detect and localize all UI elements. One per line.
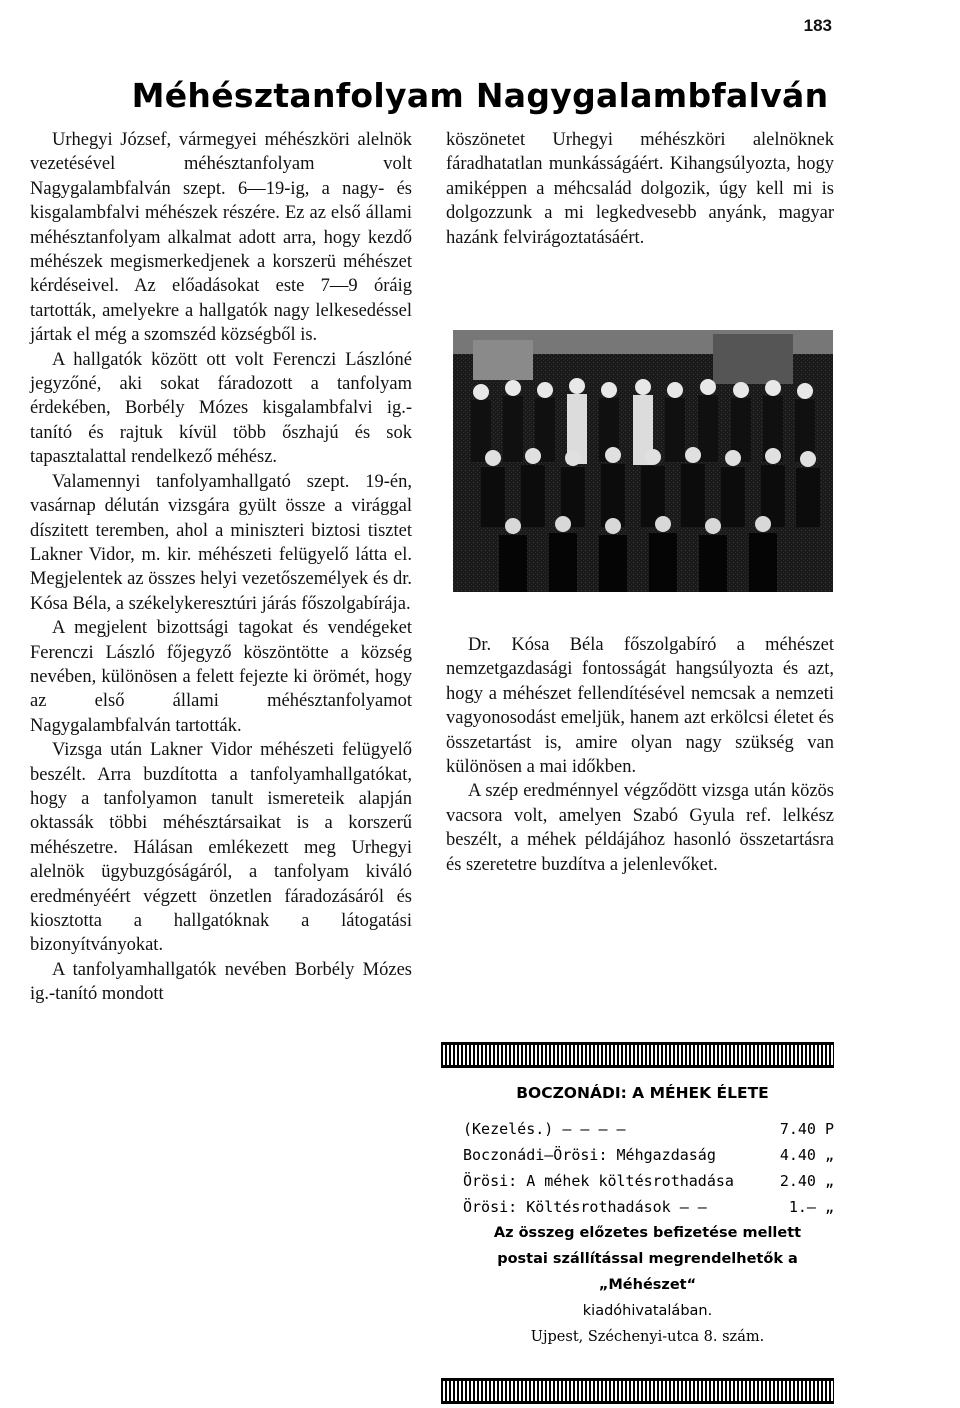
ad-row	[441, 1194, 834, 1220]
ad-item: Boczonádi—Örösi: Méhgazdaság	[463, 1146, 716, 1164]
ad-price: 1.— „	[788, 1198, 834, 1216]
paragraph: Vizsga után Lakner Vidor méhészeti felügyelő beszélt. Arra buzdította a tanfolyamhallgatókat, hogy a tanfolyamon tanult ismereteik alapján oktassák többi méhésztársaikat is a korszerű méhészetre. Hálásan emlékezett meg Urhegyi alelnök ügybuzgóságáról, a tanfolyam kiváló eredményéért végzett önzetlen fáradozásáról és kiosztotta a hallgatóknak a látogatási bizonyítványokat.	[30, 740, 412, 956]
ad-title: BOCZONÁDI: A MÉHEK ÉLETE	[516, 1084, 769, 1102]
ad-office: kiadóhivatalában.	[582, 1303, 713, 1319]
ad-order-note: Az összeg előzetes befizetése mellett	[493, 1225, 802, 1241]
paragraph: Valamennyi tanfolyamhallgató szept. 19-én, vasárnap délután vizsgára gyült össze a virággal díszitett teremben, ahol a miniszteri biztosi tisztet Lakner Vidor, m. kir. méhészeti felügyelő látta el. Megjelentek az összes helyi vezetőszemélyek és dr. Kósa Béla, a székelykeresztúri járás főszolgabírája.	[30, 471, 412, 614]
paragraph: A tanfolyamhallgatók nevében Borbély Mózes ig.-tanító mondott	[30, 959, 412, 1005]
paragraph: A szép eredménnyel végződött vizsga után közös vacsora volt, amelyen Szabó Gyula ref. lelkész beszélt, a méhek példájához hasonló összetartásra és szeretetre buzdítva a jelenlevőket.	[446, 781, 834, 875]
ad-price: 7.40 P	[779, 1120, 834, 1138]
ad-order-note: postai szállítással megrendelhetők a	[497, 1251, 798, 1267]
ornamental-divider	[441, 1042, 834, 1068]
paragraph: Dr. Kósa Béla főszolgabíró a méhészet nemzetgazdasági fontosságát hangsúlyozta és azt, hogy a méhészet fellendítésével nemcsak a nemzeti vagyonosodást emeljük, hanem azt erkölcsi életet és összetartást is, amire olyan nagy szükség van különösen a mai időkben.	[446, 635, 834, 778]
right-column-main	[446, 633, 834, 877]
article-title: Méhésztanfolyam Nagygalambfalván	[131, 76, 829, 115]
paragraph: A megjelent bizottsági tagokat és vendégeket Ferenczi László főjegyző köszöntötte a község nevében, különösen a felett fejezte ki örömét, hogy az első állami méhésztanfolyamot Nagygalambfalván tartották.	[30, 618, 412, 736]
ad-price: 4.40 „	[779, 1146, 834, 1164]
book-advertisement	[441, 1084, 834, 1350]
ad-item: Örösi: Költésrothadások — —	[463, 1198, 707, 1216]
ornamental-divider	[441, 1378, 834, 1404]
ad-item: Örösi: A méhek költésrothadása	[463, 1172, 734, 1190]
paragraph: A hallgatók között ott volt Ferenczi Lászlóné jegyzőné, aki sokat fáradozott a tanfolyam érdekében, Borbély Mózes kisgalambfalvi ig.-tanító és rajtuk kívül több őszhajú és sok tapasztalattal rendelkező méhész.	[30, 349, 412, 468]
ad-row	[441, 1168, 834, 1194]
ad-address: Ujpest, Széchenyi-utca 8. szám.	[530, 1329, 765, 1345]
paragraph: Urhegyi József, vármegyei méhészköri alelnök vezetésével méhésztanfolyam volt Nagygalambfalván szept. 6—19-ig, a nagy- és kisgalambfalvi méhészek részére. Ez az első állami méhésztanfolyam alkalmat adott arra, hogy kezdő méhészek megismerkedjenek a korszerü méhészet kérdéseivel. Az előadásokat este 7—9 óráig tartották, amelyekre a hallgatók nagy lelkesedéssel jártak el még a szomszéd községből is.	[30, 130, 412, 346]
right-column-top	[446, 128, 834, 250]
paragraph: köszönetet Urhegyi méhészköri alelnöknek fáradhatatlan munkásságáért. Kihangsúlyozta, hogy amiképpen a méhcsalád dolgozik, úgy kell mi is dolgozzunk a mi legkedvesebb anyánk, magyar hazánk felvirágoztatásáért.	[446, 130, 834, 248]
ad-row	[441, 1142, 834, 1168]
page-number: 183	[803, 16, 832, 35]
ad-row	[441, 1116, 834, 1142]
left-column	[30, 128, 412, 1007]
group-photo	[453, 330, 833, 592]
ad-price: 2.40 „	[779, 1172, 834, 1190]
ad-item: (Kezelés.) — — — —	[463, 1120, 626, 1138]
ad-publication: „Méhészet“	[598, 1277, 697, 1293]
